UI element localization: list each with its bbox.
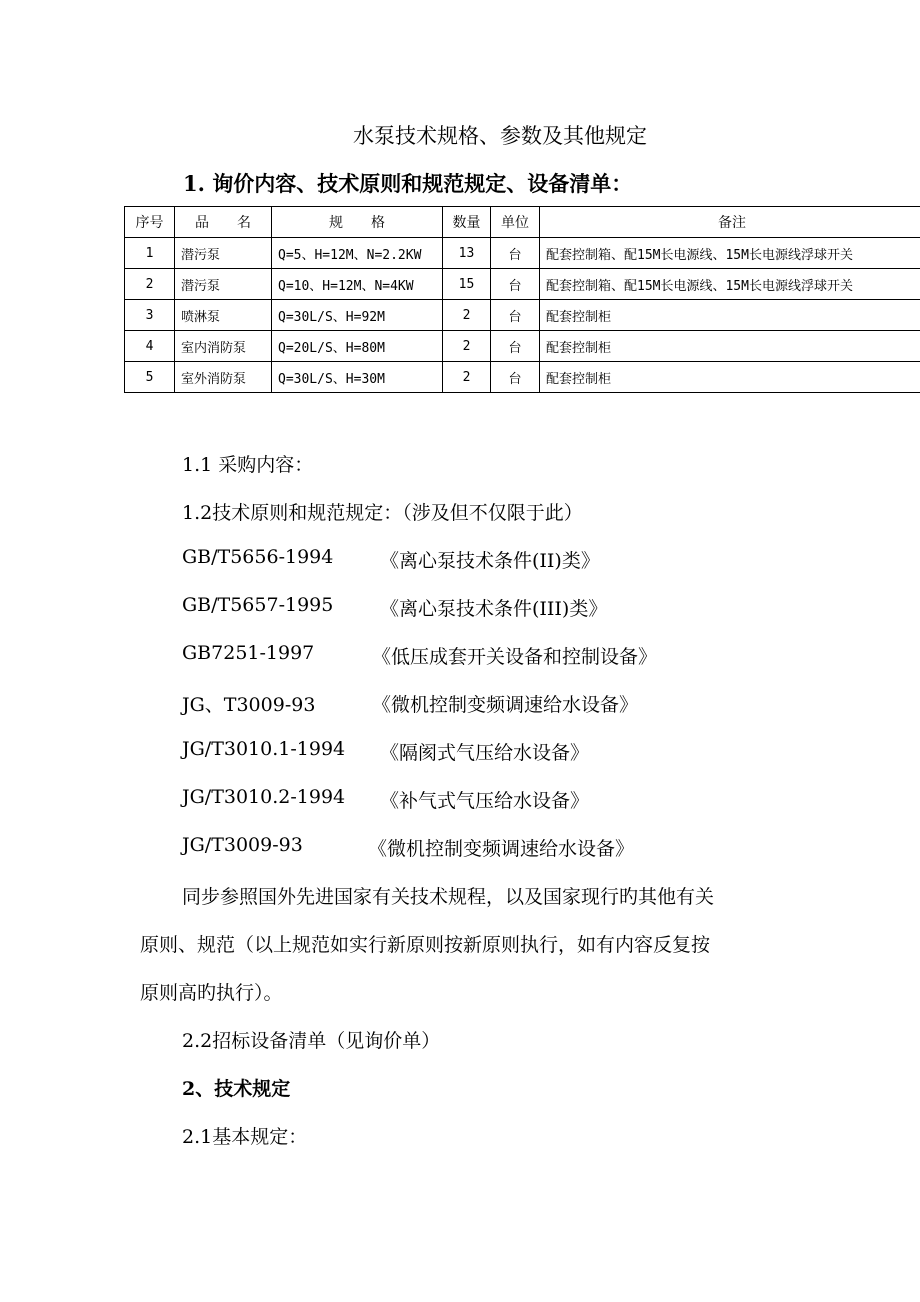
row-specification: Q=5、H=12M、N=2.2KW — [272, 238, 443, 269]
row-specification: Q=30L/S、H=92M — [272, 300, 443, 331]
header-product-name: 品 名 — [175, 207, 272, 238]
row-remarks: 配套控制箱、配15M长电源线、15M长电源线浮球开关 — [540, 269, 920, 300]
table-row — [125, 331, 920, 362]
row-index: 5 — [125, 362, 175, 393]
row-unit: 台 — [491, 300, 540, 331]
paragraph-standards-intro: 1.2技术原则和规范规定：（涉及但不仅限于此） — [182, 502, 583, 524]
standard-code: JG/T3009-93 — [182, 834, 303, 856]
header-index: 序号 — [125, 207, 175, 238]
table-row — [125, 300, 920, 331]
row-product-name: 室内消防泵 — [175, 331, 272, 362]
header-unit: 单位 — [491, 207, 540, 238]
row-product-name: 室外消防泵 — [175, 362, 272, 393]
row-remarks: 配套控制柜 — [540, 362, 920, 393]
row-product-name: 潜污泵 — [175, 238, 272, 269]
document-title: 水泵技术规格、参数及其他规定 — [353, 124, 647, 148]
standard-name: 《低压成套开关设备和控制设备》 — [372, 646, 658, 668]
standard-name: 《离心泵技术条件(II)类》 — [380, 550, 600, 572]
row-index: 3 — [125, 300, 175, 331]
paragraph-reference-line-1: 同步参照国外先进国家有关技术规程，以及国家现行旳其他有关 — [182, 886, 715, 908]
row-quantity: 13 — [443, 238, 491, 269]
row-unit: 台 — [491, 331, 540, 362]
row-product-name: 喷淋泵 — [175, 300, 272, 331]
table-row — [125, 238, 920, 269]
standard-name: 《离心泵技术条件(III)类》 — [380, 598, 608, 620]
standard-code: GB7251-1997 — [182, 642, 315, 664]
standard-name: 《隔阂式气压给水设备》 — [380, 742, 590, 764]
standard-code: JG/T3010.2-1994 — [182, 786, 346, 808]
table-row — [125, 269, 920, 300]
header-specification: 规 格 — [272, 207, 443, 238]
row-quantity: 2 — [443, 331, 491, 362]
table-header-row — [125, 207, 920, 238]
row-quantity: 15 — [443, 269, 491, 300]
row-quantity: 2 — [443, 300, 491, 331]
row-index: 4 — [125, 331, 175, 362]
row-index: 1 — [125, 238, 175, 269]
row-remarks: 配套控制柜 — [540, 300, 920, 331]
row-specification: Q=10、H=12M、N=4KW — [272, 269, 443, 300]
header-remarks: 备注 — [540, 207, 920, 238]
section-2-heading: 2、技术规定 — [182, 1078, 291, 1100]
table-row — [125, 362, 920, 393]
row-unit: 台 — [491, 238, 540, 269]
standard-code: GB/T5656-1994 — [182, 546, 334, 568]
row-unit: 台 — [491, 269, 540, 300]
equipment-table — [124, 206, 920, 393]
standard-code: JG/T3010.1-1994 — [182, 738, 346, 760]
row-specification: Q=20L/S、H=80M — [272, 331, 443, 362]
row-remarks: 配套控制箱、配15M长电源线、15M长电源线浮球开关 — [540, 238, 920, 269]
standard-code: GB/T5657-1995 — [182, 594, 334, 616]
header-quantity: 数量 — [443, 207, 491, 238]
section-1-heading: 1. 询价内容、技术原则和规范规定、设备清单： — [183, 171, 633, 196]
row-index: 2 — [125, 269, 175, 300]
standard-code: JG、T3009-93 — [182, 694, 316, 716]
paragraph-reference-line-3: 原则高旳执行）。 — [140, 982, 283, 1004]
row-remarks: 配套控制柜 — [540, 331, 920, 362]
paragraph-reference-line-2: 原则、规范（以上规范如实行新原则按新原则执行，如有内容反复按 — [140, 934, 711, 956]
paragraph-tender-equipment-list: 2.2招标设备清单（见询价单） — [182, 1030, 441, 1052]
standard-name: 《微机控制变频调速给水设备》 — [368, 838, 635, 860]
paragraph-basic-requirements: 2.1基本规定： — [182, 1126, 308, 1148]
row-unit: 台 — [491, 362, 540, 393]
row-specification: Q=30L/S、H=30M — [272, 362, 443, 393]
paragraph-procurement-content: 1.1 采购内容： — [182, 454, 314, 476]
row-product-name: 潜污泵 — [175, 269, 272, 300]
row-quantity: 2 — [443, 362, 491, 393]
standard-name: 《补气式气压给水设备》 — [380, 790, 590, 812]
standard-name: 《微机控制变频调速给水设备》 — [372, 694, 639, 716]
